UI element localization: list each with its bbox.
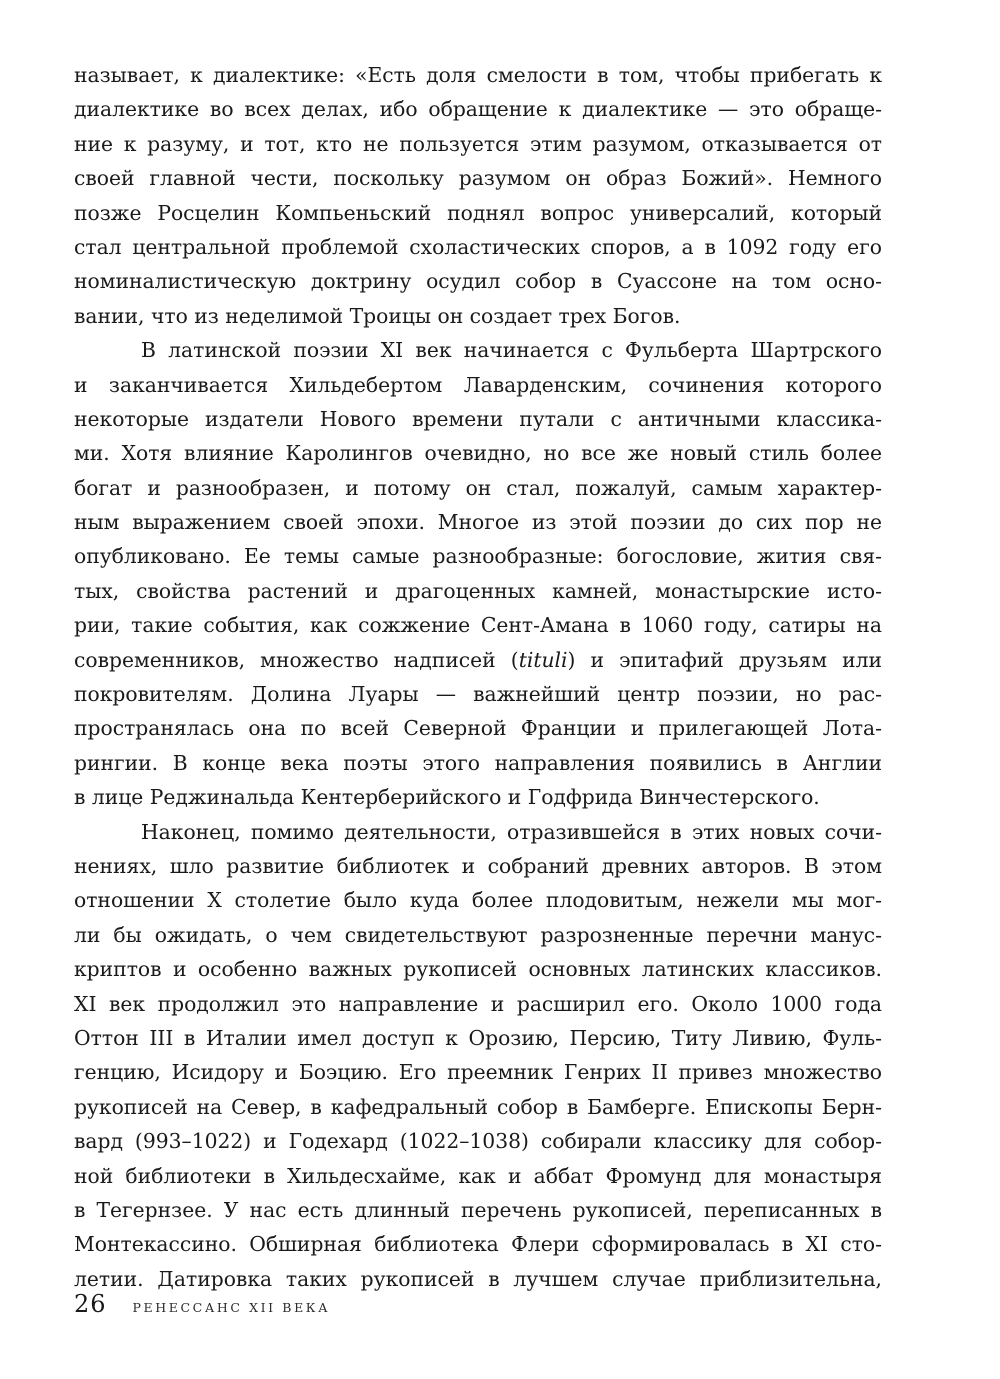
text-line: В латинской поэзии XI век начинается с Фульберта Шартрского: [141, 338, 882, 363]
text-line: нениях, шло развитие библиотек и собраний древних авторов. В этом: [74, 853, 882, 878]
text-line: тых, свойства растений и драгоценных камней, монастырские исто-: [74, 578, 882, 603]
text-line: в Тегернзее. У нас есть длинный перечень рукописей, переписанных в: [74, 1197, 882, 1222]
text-fragment: ) и эпитафий друзьям или: [567, 647, 883, 672]
text-fragment: современников, множество надписей (: [74, 647, 519, 672]
text-line: стал центральной проблемой схоластических споров, а в 1092 году его: [74, 234, 882, 259]
text-line: ной библиотеки в Хильдесхайме, как и аббат Фромунд для монастыря: [74, 1163, 882, 1188]
page-number: 26: [74, 1290, 107, 1318]
text-line: номиналистическую доктрину осудил собор в Суассоне на том осно-: [74, 269, 882, 294]
text-line: своей главной чести, поскольку разумом он образ Божий». Немного: [74, 166, 882, 191]
text-line: Наконец, помимо деятельности, отразившейся в этих новых сочи-: [141, 819, 882, 844]
running-title: РЕНЕССАНС XII ВЕКА: [132, 1300, 331, 1315]
text-line: летии. Датировка таких рукописей в лучшем случае приблизительна,: [74, 1266, 882, 1291]
text-line-with-italic: [74, 643, 882, 677]
text-line: и заканчивается Хильдебертом Лаварденским, сочинения которого: [74, 372, 882, 397]
italic-term: tituli: [518, 647, 568, 672]
text-line: диалектике во всех делах, ибо обращение к диалектике — это обраще-: [74, 97, 882, 122]
paragraph-3: [74, 815, 882, 1296]
text-line: покровителям. Долина Луары — важнейший центр поэзии, но рас-: [74, 682, 882, 707]
body-text: [74, 58, 882, 1296]
text-line: ми. Хотя влияние Каролингов очевидно, но все же новый стиль более: [74, 441, 882, 466]
text-line: позже Росцелин Компьеньский поднял вопрос универсалий, который: [74, 200, 882, 225]
text-line: пространялась она по всей Северной Франции и прилегающей Лота-: [74, 716, 882, 741]
text-line: рукописей на Север, в кафедральный собор в Бамберге. Епископы Берн-: [74, 1094, 882, 1119]
text-line: вард (993–1022) и Годехард (1022–1038) собирали классику для собор-: [74, 1129, 882, 1154]
text-line: генцию, Исидору и Боэцию. Его преемник Генрих II привез множество: [74, 1060, 882, 1085]
paragraph-2: [74, 333, 882, 814]
text-line: ли бы ожидать, о чем свидетельствуют разрозненные перечни манус-: [74, 922, 882, 947]
text-line: ние к разуму, и тот, кто не пользуется этим разумом, отказывается от: [74, 131, 882, 156]
text-line: в лице Реджинальда Кентерберийского и Годфрида Винчестерского.: [74, 785, 820, 810]
text-line: рингии. В конце века поэты этого направления появились в Англии: [74, 750, 882, 775]
page-footer: [74, 1290, 330, 1318]
text-line: отношении X столетие было куда более плодовитым, нежели мы мог-: [74, 888, 882, 913]
text-line: богат и разнообразен, и потому он стал, пожалуй, самым характер-: [74, 475, 882, 500]
text-line: называет, к диалектике: «Есть доля смелости в том, чтобы прибегать к: [74, 63, 882, 87]
text-line: рии, такие события, как сожжение Сент-Амана в 1060 году, сатиры на: [74, 613, 882, 638]
paragraph-1: [74, 58, 882, 333]
text-line: вании, что из неделимой Троицы он создает трех Богов.: [74, 303, 681, 328]
text-line: Оттон III в Италии имел доступ к Орозию, Персию, Титу Ливию, Фуль-: [74, 1025, 882, 1050]
text-line: XI век продолжил это направление и расширил его. Около 1000 года: [74, 991, 882, 1016]
text-line: опубликовано. Ее темы самые разнообразные: богословие, жития свя-: [74, 544, 882, 569]
text-line: некоторые издатели Нового времени путали с античными классика-: [74, 406, 882, 431]
text-line: криптов и особенно важных рукописей основных латинских классиков.: [74, 957, 882, 982]
text-line: ным выражением своей эпохи. Многое из этой поэзии до сих пор не: [74, 510, 882, 535]
text-line: Монтекассино. Обширная библиотека Флери сформировалась в XI сто-: [74, 1232, 882, 1257]
